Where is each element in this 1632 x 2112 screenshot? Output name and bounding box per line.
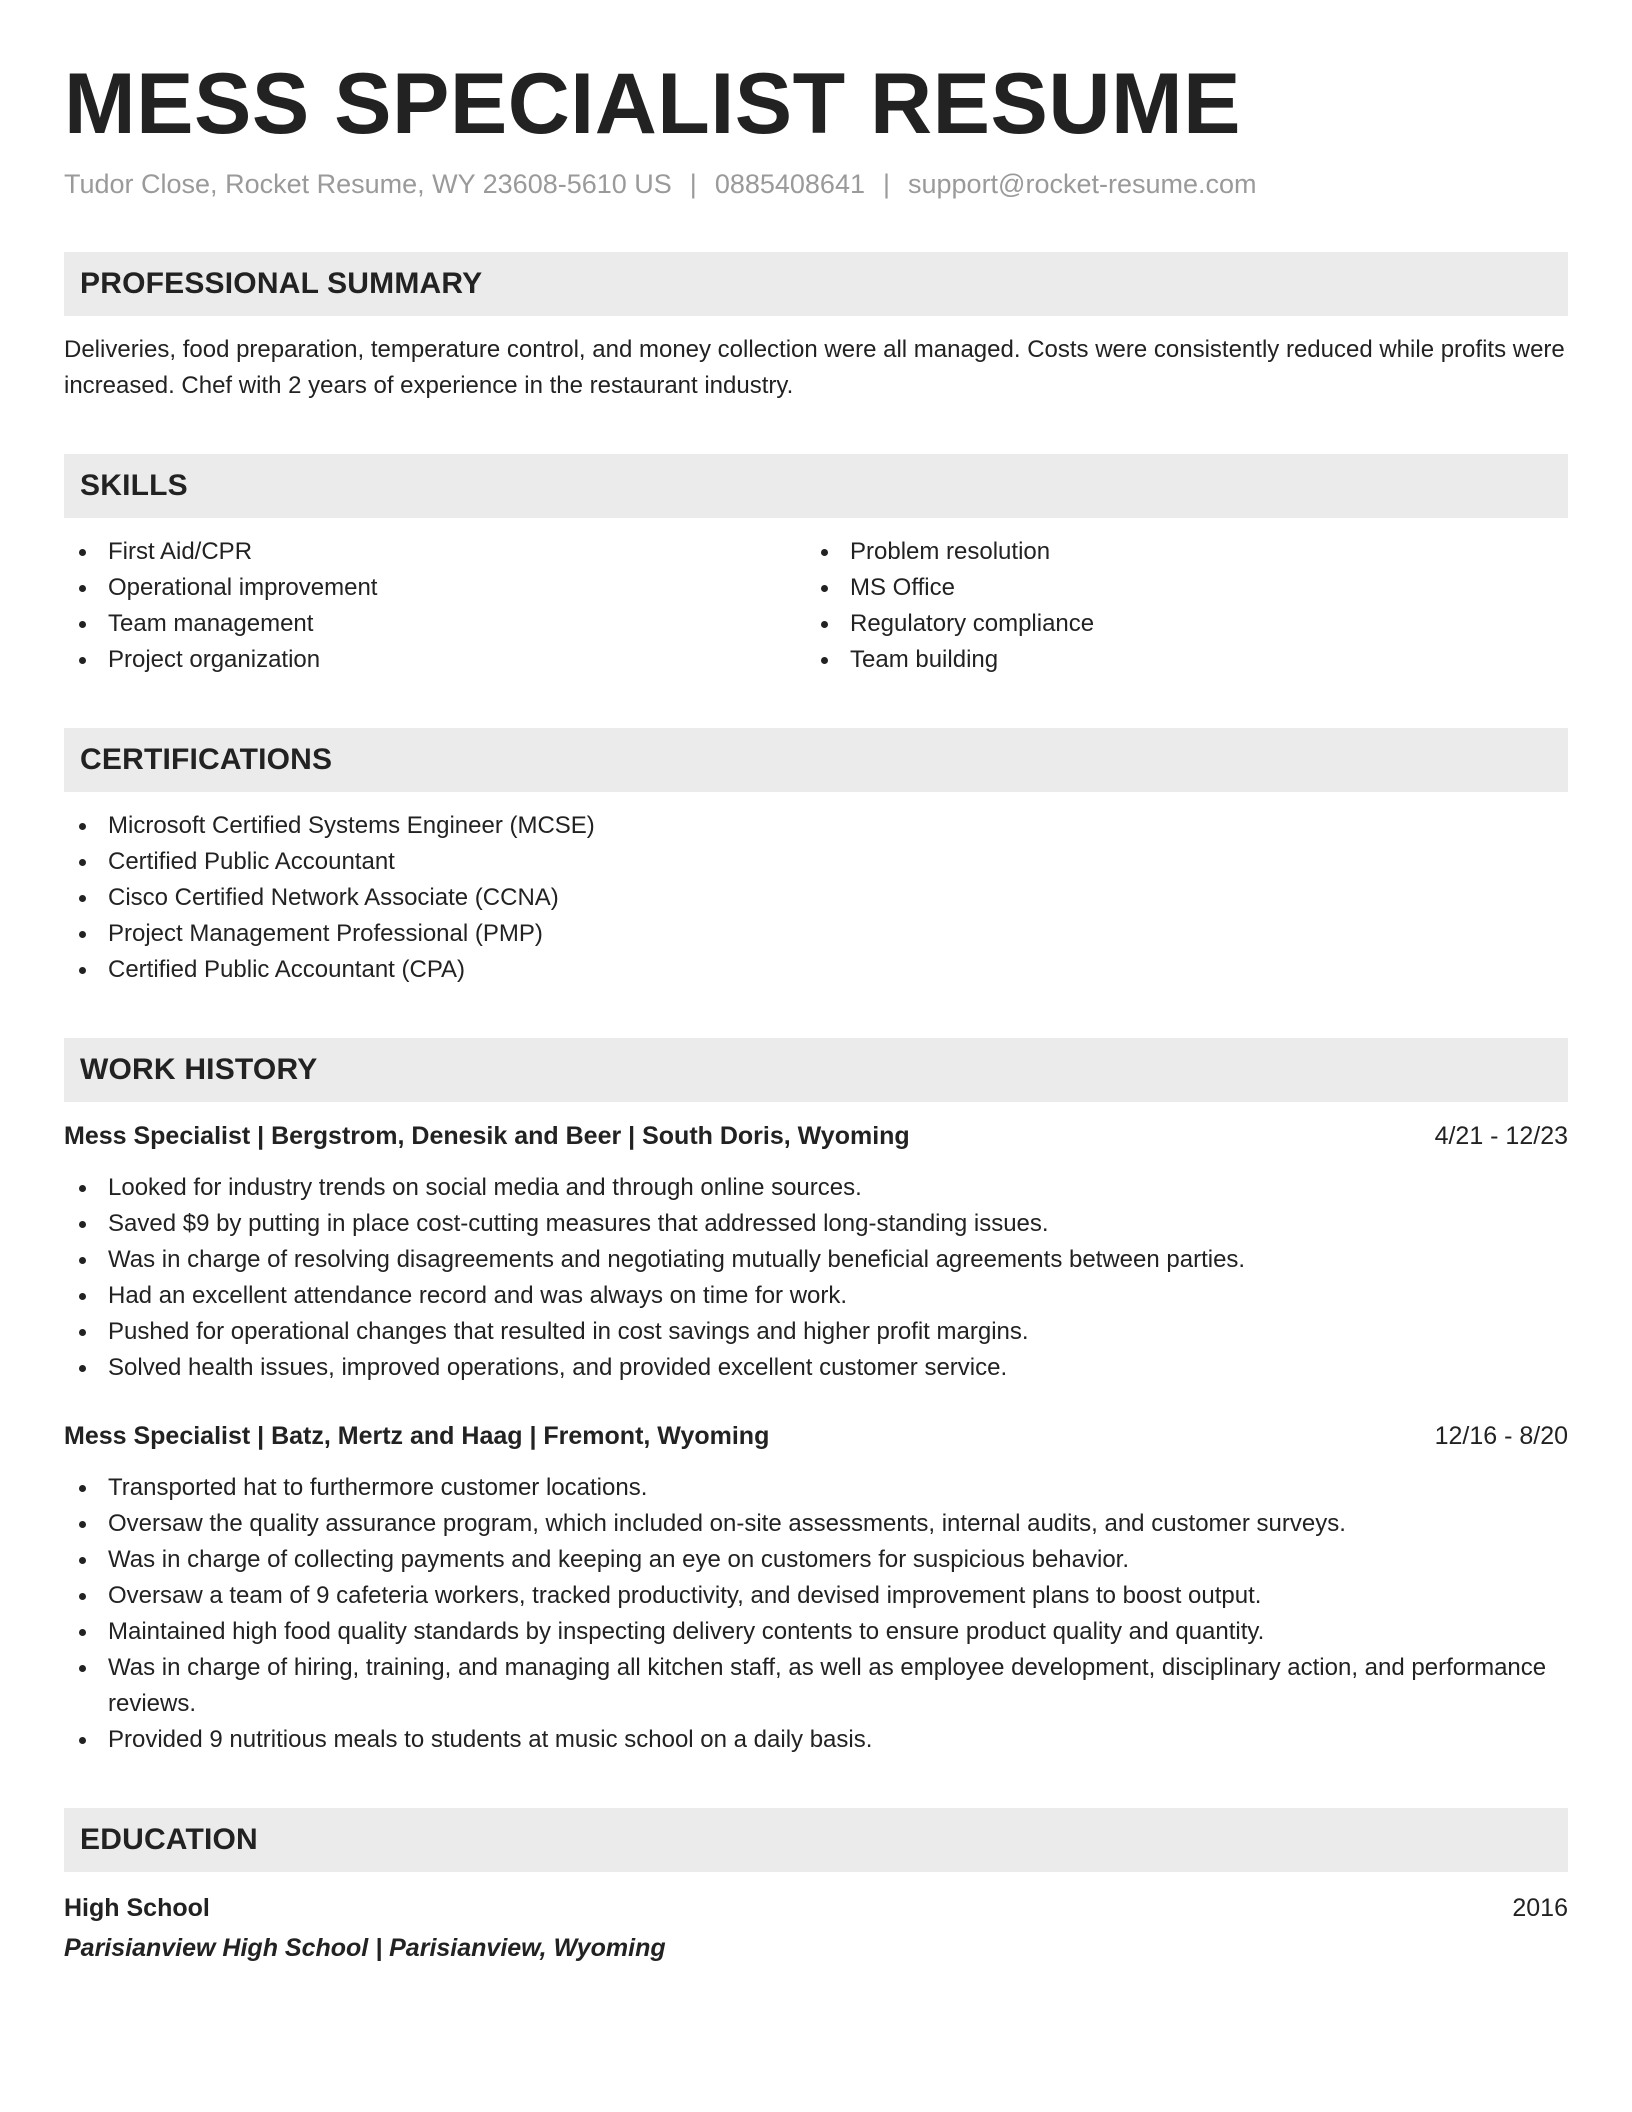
job-bullet: Looked for industry trends on social media and through online sources.	[64, 1170, 1568, 1206]
skill-item: Team building	[806, 642, 1548, 678]
certification-item: Cisco Certified Network Associate (CCNA)	[64, 880, 1568, 916]
skill-item: Problem resolution	[806, 534, 1548, 570]
skills-column-right	[806, 534, 1548, 678]
education-entry	[64, 1888, 1568, 1968]
skills-heading: SKILLS	[64, 454, 1568, 518]
work-history-heading: WORK HISTORY	[64, 1038, 1568, 1102]
resume-title: MESS SPECIALIST RESUME	[64, 56, 1241, 152]
job-bullet: Had an excellent attendance record and was always on time for work.	[64, 1278, 1568, 1314]
job-title: Mess Specialist | Bergstrom, Denesik and Beer | South Doris, Wyoming	[64, 1122, 910, 1150]
contact-separator: |	[689, 169, 697, 199]
certification-item: Certified Public Accountant	[64, 844, 1568, 880]
contact-separator: |	[882, 169, 890, 199]
skill-item: First Aid/CPR	[64, 534, 806, 570]
job-dates: 4/21 - 12/23	[1434, 1122, 1568, 1150]
job-header	[64, 1118, 1568, 1154]
contact-line	[64, 166, 1568, 202]
education-year: 2016	[1512, 1894, 1568, 1922]
education-heading: EDUCATION	[64, 1808, 1568, 1872]
job-bullet: Oversaw the quality assurance program, which included on-site assessments, internal audits, and customer surveys.	[64, 1506, 1568, 1542]
skill-item: Project organization	[64, 642, 806, 678]
job-title: Mess Specialist | Batz, Mertz and Haag | Fremont, Wyoming	[64, 1422, 770, 1450]
certifications-heading: CERTIFICATIONS	[64, 728, 1568, 792]
job-entry	[64, 1118, 1568, 1386]
job-bullet: Was in charge of collecting payments and keeping an eye on customers for suspicious behavior.	[64, 1542, 1568, 1578]
summary-text: Deliveries, food preparation, temperature control, and money collection were all managed. Costs were consistently reduced while profits were increased. Chef with 2 years of experience in the restaurant industry.	[64, 336, 1565, 399]
education-school: Parisianview High School | Parisianview, Wyoming	[64, 1934, 666, 1962]
education-header	[64, 1888, 1568, 1928]
certification-item: Project Management Professional (PMP)	[64, 916, 1568, 952]
job-bullet: Transported hat to furthermore customer locations.	[64, 1470, 1568, 1506]
certification-item: Microsoft Certified Systems Engineer (MCSE)	[64, 808, 1568, 844]
resume-page	[64, 0, 1568, 1968]
education-degree: High School	[64, 1894, 210, 1922]
contact-email[interactable]: support@rocket-resume.com	[908, 169, 1257, 199]
job-bullet: Oversaw a team of 9 cafeteria workers, tracked productivity, and devised improvement plans to boost output.	[64, 1578, 1568, 1614]
summary-heading: PROFESSIONAL SUMMARY	[64, 252, 1568, 316]
contact-address: Tudor Close, Rocket Resume, WY 23608-5610 US	[64, 169, 672, 199]
job-dates: 12/16 - 8/20	[1434, 1422, 1568, 1450]
skill-item: Operational improvement	[64, 570, 806, 606]
skill-item: MS Office	[806, 570, 1548, 606]
job-bullets	[64, 1170, 1568, 1386]
certifications-list	[64, 808, 1568, 988]
certification-item: Certified Public Accountant (CPA)	[64, 952, 1568, 988]
job-bullet: Provided 9 nutritious meals to students at music school on a daily basis.	[64, 1722, 1568, 1758]
job-bullet: Saved $9 by putting in place cost-cutting measures that addressed long-standing issues.	[64, 1206, 1568, 1242]
job-bullet: Was in charge of hiring, training, and managing all kitchen staff, as well as employee development, disciplinary action, and performance reviews.	[64, 1650, 1568, 1722]
job-bullet: Pushed for operational changes that resulted in cost savings and higher profit margins.	[64, 1314, 1568, 1350]
job-bullet: Was in charge of resolving disagreements and negotiating mutually beneficial agreements between parties.	[64, 1242, 1568, 1278]
skills-list	[64, 534, 1568, 678]
skill-item: Team management	[64, 606, 806, 642]
job-header	[64, 1418, 1568, 1454]
skills-column-left	[64, 534, 806, 678]
job-entry	[64, 1418, 1568, 1758]
skill-item: Regulatory compliance	[806, 606, 1548, 642]
job-bullet: Solved health issues, improved operations, and provided excellent customer service.	[64, 1350, 1568, 1386]
job-bullet: Maintained high food quality standards by inspecting delivery contents to ensure product quality and quantity.	[64, 1614, 1568, 1650]
job-bullets	[64, 1470, 1568, 1758]
contact-phone: 0885408641	[714, 169, 865, 199]
